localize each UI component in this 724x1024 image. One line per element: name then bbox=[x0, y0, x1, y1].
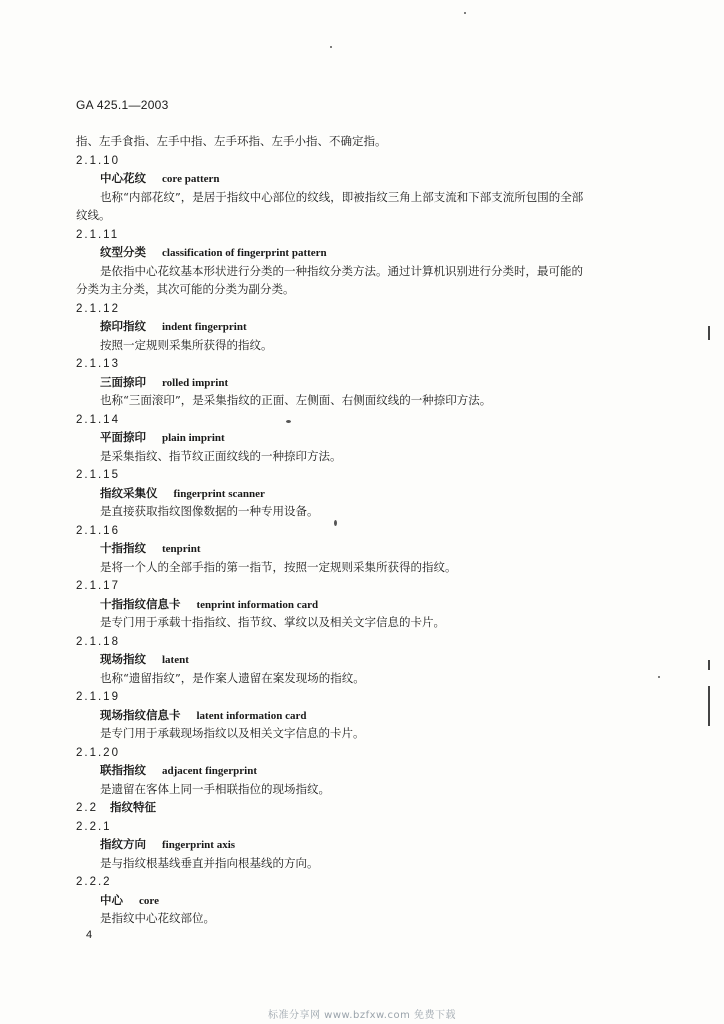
term-chinese: 现场指纹信息卡 bbox=[100, 707, 181, 722]
clause-number-text: 2.1.19 bbox=[76, 691, 120, 703]
term-entry bbox=[76, 761, 636, 780]
scan-speck bbox=[286, 420, 291, 423]
definition-text: 也称“三面滚印”，是采集指纹的正面、左侧面、右侧面纹线的一种捺印方法。 bbox=[100, 393, 492, 407]
scan-edge-mark bbox=[708, 686, 710, 726]
clause-number bbox=[76, 576, 636, 595]
term-entry bbox=[76, 373, 636, 392]
document-body bbox=[76, 132, 636, 928]
definition-text: 也称“内部花纹”，是居于指纹中心部位的纹线，即被指纹三角上部支流和下部支流所包围的全部 bbox=[100, 189, 584, 204]
term-entry bbox=[76, 243, 636, 262]
definition-text: 纹线。 bbox=[76, 208, 111, 222]
term-english: tenprint information card bbox=[196, 598, 319, 611]
definition-text: 是直接获取指纹图像数据的一种专用设备。 bbox=[100, 504, 319, 518]
definition-text: 是将一个人的全部手指的第一指节，按照一定规则采集所获得的指纹。 bbox=[100, 559, 457, 574]
section-number: 2.2 bbox=[76, 802, 98, 814]
term-entry bbox=[76, 539, 636, 558]
term-chinese: 中心花纹 bbox=[100, 171, 146, 185]
clause-number bbox=[76, 687, 636, 706]
term-entry bbox=[76, 595, 636, 614]
term-chinese: 指纹采集仪 bbox=[100, 485, 158, 500]
term-entry bbox=[76, 169, 636, 188]
standard-code: GA 425.1—2003 bbox=[76, 98, 169, 112]
clause-number-text: 2.1.12 bbox=[76, 302, 120, 315]
definition-text: 是采集指纹、指节纹正面纹线的一种捺印方法。 bbox=[100, 448, 342, 463]
clause-number bbox=[76, 817, 636, 836]
term-english: rolled imprint bbox=[162, 376, 229, 389]
term-english: tenprint bbox=[162, 543, 201, 555]
term-chinese: 现场指纹 bbox=[100, 652, 146, 666]
clause-number bbox=[76, 465, 636, 484]
term-english: indent fingerprint bbox=[162, 321, 247, 333]
section-heading bbox=[76, 798, 636, 817]
scan-speck bbox=[334, 520, 337, 526]
term-chinese: 十指指纹 bbox=[100, 541, 146, 555]
definition-text: 是专门用于承载十指指纹、指节纹、掌纹以及相关文字信息的卡片。 bbox=[100, 615, 445, 629]
term-entry bbox=[76, 317, 636, 336]
clause-number bbox=[76, 743, 636, 762]
clause-number-text: 2.1.10 bbox=[76, 154, 120, 167]
scan-speck bbox=[464, 12, 466, 14]
term-chinese: 指纹方向 bbox=[100, 837, 146, 851]
definition-text: 是依指中心花纹基本形状进行分类的一种指纹分类方法。通过计算机识别进行分类时，最可能的 bbox=[100, 263, 583, 278]
definition-text: 按照一定规则采集所获得的指纹。 bbox=[100, 337, 273, 352]
term-english: latent information card bbox=[196, 709, 307, 722]
clause-number-text: 2.2.1 bbox=[76, 820, 112, 833]
clause-number bbox=[76, 354, 636, 373]
term-chinese: 纹型分类 bbox=[100, 245, 146, 259]
scan-edge-mark bbox=[708, 326, 710, 340]
definition-text: 指、左手食指、左手中指、左手环指、左手小指、不确定指。 bbox=[76, 134, 387, 148]
term-english: fingerprint axis bbox=[162, 839, 236, 851]
clause-number bbox=[76, 521, 636, 540]
term-english: core pattern bbox=[162, 173, 220, 185]
term-chinese: 捺印指纹 bbox=[100, 319, 146, 333]
definition-text: 是专门用于承载现场指纹以及相关文字信息的卡片。 bbox=[100, 726, 365, 740]
term-english: adjacent fingerprint bbox=[162, 765, 258, 777]
clause-number bbox=[76, 299, 636, 318]
page-number: 4 bbox=[86, 929, 93, 941]
term-entry bbox=[76, 835, 636, 854]
clause-number-text: 2.1.11 bbox=[76, 228, 120, 241]
term-entry bbox=[76, 428, 636, 447]
clause-number bbox=[76, 225, 636, 244]
term-english: plain imprint bbox=[162, 432, 225, 444]
term-english: classification of fingerprint pattern bbox=[162, 247, 327, 259]
term-chinese: 中心 bbox=[100, 892, 123, 907]
section-title: 指纹特征 bbox=[110, 800, 156, 814]
clause-number-text: 2.2.2 bbox=[76, 876, 112, 888]
scan-edge-mark bbox=[708, 660, 710, 670]
scan-speck bbox=[658, 676, 660, 678]
term-chinese: 三面捺印 bbox=[100, 374, 146, 389]
term-english: fingerprint scanner bbox=[173, 487, 265, 500]
clause-number bbox=[76, 151, 636, 170]
term-chinese: 平面捺印 bbox=[100, 430, 146, 444]
term-entry bbox=[76, 706, 636, 725]
watermark-text: 标准分享网 www.bzfxw.com 免费下载 bbox=[268, 1010, 456, 1021]
term-entry bbox=[76, 891, 636, 910]
term-english: core bbox=[139, 894, 159, 907]
term-english: latent bbox=[162, 654, 189, 666]
definition-text: 也称“遗留指纹”，是作案人遗留在案发现场的指纹。 bbox=[100, 670, 365, 685]
definition-text: 是与指纹根基线垂直并指向根基线的方向。 bbox=[100, 855, 319, 870]
definition-text: 是指纹中心花纹部位。 bbox=[100, 911, 215, 925]
clause-number bbox=[76, 410, 636, 429]
scan-speck bbox=[330, 46, 332, 48]
clause-number bbox=[76, 632, 636, 651]
term-entry bbox=[76, 484, 636, 503]
clause-number-text: 2.1.17 bbox=[76, 580, 120, 592]
clause-number-text: 2.1.18 bbox=[76, 635, 120, 648]
clause-number-text: 2.1.15 bbox=[76, 469, 120, 481]
definition-text: 是遗留在客体上同一手相联指位的现场指纹。 bbox=[100, 781, 330, 796]
clause-number bbox=[76, 872, 636, 891]
clause-number-text: 2.1.14 bbox=[76, 413, 120, 426]
clause-number-text: 2.1.16 bbox=[76, 524, 120, 537]
term-entry bbox=[76, 650, 636, 669]
term-chinese: 联指指纹 bbox=[100, 763, 146, 777]
term-chinese: 十指指纹信息卡 bbox=[100, 596, 181, 611]
definition-text: 分类为主分类，其次可能的分类为副分类。 bbox=[76, 282, 295, 296]
clause-number-text: 2.1.13 bbox=[76, 358, 120, 370]
clause-number-text: 2.1.20 bbox=[76, 746, 120, 759]
